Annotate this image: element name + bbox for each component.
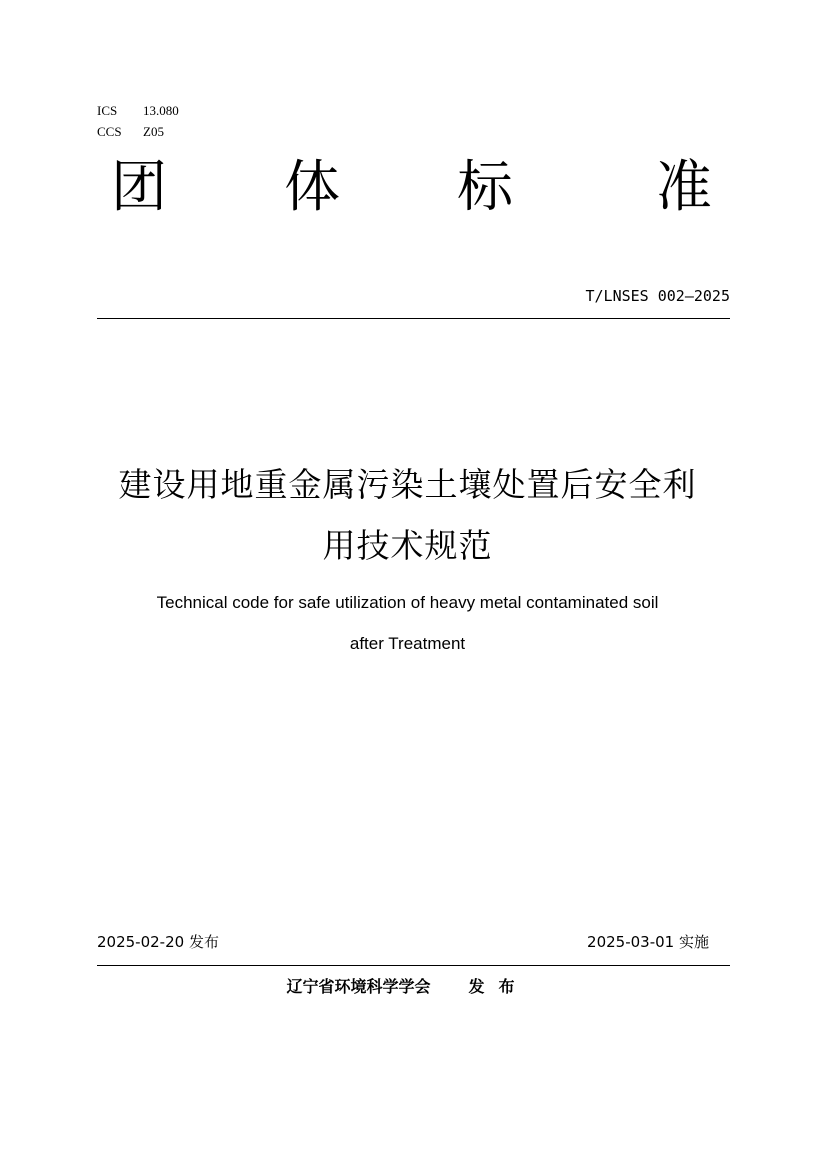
publisher-line [0,977,815,997]
title-en-line-1: Technical code for safe utilization of heavy metal contaminated soil [156,593,659,612]
title-en-line-2: after Treatment [349,634,466,653]
ics-row [97,100,179,121]
ics-label: ICS [97,103,118,118]
title-cn-line-2: 用技术规范 [322,526,493,565]
ccs-label: CCS [97,124,122,139]
standard-number: T/LNSES 002—2025 [585,287,730,305]
top-divider [97,318,730,319]
issue-date: 2025-02-20 发布 [97,933,219,951]
heading-char-2: 体 [284,155,340,220]
heading-char-4: 准 [656,155,712,220]
ics-value: 13.080 [143,103,179,118]
heading-char-1: 团 [111,155,167,220]
document-type-heading [97,150,732,230]
publisher-org: 辽宁省环境科学学会 [286,977,431,996]
ccs-value: Z05 [143,124,164,139]
publisher-action: 发布 [468,977,529,996]
title-cn-line-1: 建设用地重金属污染土壤处置后安全利 [118,465,697,504]
bottom-divider [97,965,730,966]
heading-char-3: 标 [457,155,513,220]
ccs-row [97,121,179,142]
implementation-date: 2025-03-01 实施 [587,933,709,951]
classification-codes [97,100,179,142]
